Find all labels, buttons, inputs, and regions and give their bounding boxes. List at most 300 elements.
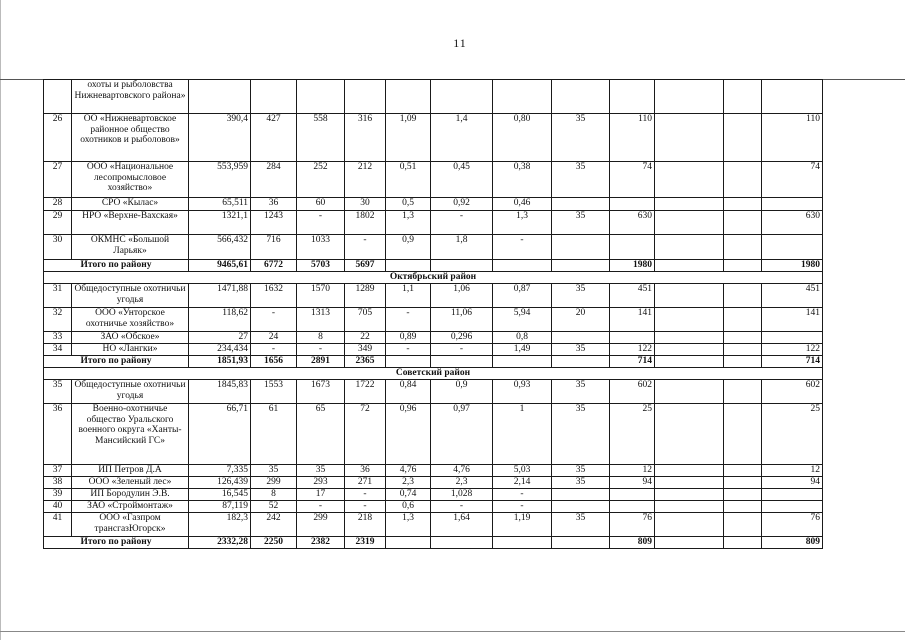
value-cell-10: 35 <box>552 465 610 477</box>
row-number: 40 <box>44 501 72 513</box>
table-row <box>44 235 823 260</box>
value-cell-6: 212 <box>345 162 386 198</box>
row-number: 31 <box>44 284 72 308</box>
game-animals-quota-table <box>43 79 823 549</box>
table-row <box>44 284 823 308</box>
user-name: ИП Бородулин Э.В. <box>72 489 189 501</box>
value-cell-11 <box>610 235 655 260</box>
row-number: 33 <box>44 332 72 344</box>
value-cell-10: 35 <box>552 513 610 537</box>
value-cell-5: 299 <box>297 513 345 537</box>
value-cell-12 <box>655 80 724 114</box>
value-cell-7 <box>386 260 431 272</box>
value-cell-4: 1553 <box>251 380 297 404</box>
total-label: Итого по району <box>44 260 189 272</box>
value-cell-4: 8 <box>251 489 297 501</box>
value-cell-4: 1632 <box>251 284 297 308</box>
bottom-rule <box>0 631 905 632</box>
user-name: ООО «Газпром трансгазЮгорск» <box>72 513 189 537</box>
row-number: 27 <box>44 162 72 198</box>
value-cell-9: 0,80 <box>493 114 552 162</box>
district-total-row <box>44 356 823 368</box>
value-cell-14: 12 <box>762 465 823 477</box>
value-cell-12 <box>655 356 724 368</box>
value-cell-12 <box>655 477 724 489</box>
value-cell-12 <box>655 114 724 162</box>
value-cell-9: 1,3 <box>493 211 552 235</box>
row-number: 37 <box>44 465 72 477</box>
value-cell-4: 1656 <box>251 356 297 368</box>
value-cell-12 <box>655 344 724 356</box>
user-name: ОО «Нижневартовское районное общество охотников и рыболовов» <box>72 114 189 162</box>
value-cell-8: 1,06 <box>431 284 493 308</box>
value-cell-3: 118,62 <box>189 308 251 332</box>
value-cell-3: 566,432 <box>189 235 251 260</box>
district-total-row <box>44 260 823 272</box>
value-cell-7: 0,51 <box>386 162 431 198</box>
value-cell-13 <box>724 114 762 162</box>
value-cell-6: - <box>345 235 386 260</box>
value-cell-8: 1,64 <box>431 513 493 537</box>
value-cell-5: 1673 <box>297 380 345 404</box>
user-name: ЗАО «Обское» <box>72 332 189 344</box>
user-name: ОКМНС «Большой Ларьяк» <box>72 235 189 260</box>
value-cell-10: 35 <box>552 404 610 465</box>
value-cell-14: 141 <box>762 308 823 332</box>
value-cell-9: 1,19 <box>493 513 552 537</box>
value-cell-5: 8 <box>297 332 345 344</box>
value-cell-13 <box>724 513 762 537</box>
value-cell-9: 0,38 <box>493 162 552 198</box>
value-cell-14: 714 <box>762 356 823 368</box>
value-cell-9: 1 <box>493 404 552 465</box>
value-cell-10 <box>552 501 610 513</box>
value-cell-3: 390,4 <box>189 114 251 162</box>
total-label: Итого по району <box>44 356 189 368</box>
value-cell-13 <box>724 308 762 332</box>
value-cell-4: 299 <box>251 477 297 489</box>
value-cell-8: - <box>431 501 493 513</box>
value-cell-3: 1845,83 <box>189 380 251 404</box>
value-cell-9: 0,93 <box>493 380 552 404</box>
value-cell-8: 1,4 <box>431 114 493 162</box>
value-cell-13 <box>724 465 762 477</box>
value-cell-7: 1,3 <box>386 211 431 235</box>
value-cell-14: 451 <box>762 284 823 308</box>
value-cell-3: 553,959 <box>189 162 251 198</box>
row-number: 28 <box>44 198 72 211</box>
value-cell-9: 2,14 <box>493 477 552 489</box>
value-cell-14: 630 <box>762 211 823 235</box>
table-row <box>44 162 823 198</box>
value-cell-11: 1980 <box>610 260 655 272</box>
user-name: ООО «Национальное лесопромысловое хозяйство» <box>72 162 189 198</box>
value-cell-9: 5,94 <box>493 308 552 332</box>
value-cell-14: 1980 <box>762 260 823 272</box>
value-cell-12 <box>655 489 724 501</box>
value-cell-14 <box>762 501 823 513</box>
value-cell-10 <box>552 537 610 549</box>
value-cell-4 <box>251 80 297 114</box>
value-cell-4: 61 <box>251 404 297 465</box>
value-cell-10: 35 <box>552 114 610 162</box>
value-cell-14: 74 <box>762 162 823 198</box>
value-cell-10 <box>552 489 610 501</box>
value-cell-8 <box>431 80 493 114</box>
value-cell-6: 316 <box>345 114 386 162</box>
value-cell-13 <box>724 356 762 368</box>
value-cell-5: 1033 <box>297 235 345 260</box>
value-cell-7: 0,96 <box>386 404 431 465</box>
value-cell-9: - <box>493 235 552 260</box>
value-cell-9 <box>493 260 552 272</box>
value-cell-8 <box>431 537 493 549</box>
value-cell-11 <box>610 80 655 114</box>
value-cell-5: 252 <box>297 162 345 198</box>
value-cell-3: 66,71 <box>189 404 251 465</box>
value-cell-12 <box>655 308 724 332</box>
value-cell-12 <box>655 332 724 344</box>
value-cell-12 <box>655 465 724 477</box>
value-cell-14 <box>762 489 823 501</box>
value-cell-3: 87,119 <box>189 501 251 513</box>
value-cell-6: 218 <box>345 513 386 537</box>
table-row <box>44 380 823 404</box>
value-cell-4: 284 <box>251 162 297 198</box>
value-cell-6 <box>345 80 386 114</box>
table-row <box>44 344 823 356</box>
value-cell-10 <box>552 332 610 344</box>
value-cell-5: 2891 <box>297 356 345 368</box>
user-name: НРО «Верхне-Вахская» <box>72 211 189 235</box>
value-cell-7: 0,89 <box>386 332 431 344</box>
value-cell-6: 271 <box>345 477 386 489</box>
table-row <box>44 513 823 537</box>
value-cell-12 <box>655 537 724 549</box>
value-cell-6: 72 <box>345 404 386 465</box>
value-cell-3: 9465,61 <box>189 260 251 272</box>
value-cell-13 <box>724 489 762 501</box>
value-cell-9: 0,8 <box>493 332 552 344</box>
value-cell-10 <box>552 356 610 368</box>
user-name: Общедоступные охотничьи угодья <box>72 380 189 404</box>
value-cell-8 <box>431 356 493 368</box>
value-cell-10 <box>552 80 610 114</box>
value-cell-7: 0,6 <box>386 501 431 513</box>
value-cell-7: 0,5 <box>386 198 431 211</box>
table-row <box>44 211 823 235</box>
value-cell-7: 0,9 <box>386 235 431 260</box>
row-number: 39 <box>44 489 72 501</box>
table-row <box>44 465 823 477</box>
district-total-row <box>44 537 823 549</box>
value-cell-14: 110 <box>762 114 823 162</box>
value-cell-6: - <box>345 489 386 501</box>
value-cell-5: 1570 <box>297 284 345 308</box>
value-cell-13 <box>724 284 762 308</box>
value-cell-11: 25 <box>610 404 655 465</box>
value-cell-5: 1313 <box>297 308 345 332</box>
value-cell-9: 0,87 <box>493 284 552 308</box>
table-row <box>44 489 823 501</box>
table-row <box>44 308 823 332</box>
value-cell-4: - <box>251 308 297 332</box>
user-name: охоты и рыболовства Нижневартовского района» <box>72 80 189 114</box>
value-cell-7: 4,76 <box>386 465 431 477</box>
value-cell-5: - <box>297 211 345 235</box>
value-cell-10: 20 <box>552 308 610 332</box>
value-cell-10: 35 <box>552 211 610 235</box>
value-cell-10: 35 <box>552 284 610 308</box>
row-number: 41 <box>44 513 72 537</box>
value-cell-3: 16,545 <box>189 489 251 501</box>
user-name: НО «Лангки» <box>72 344 189 356</box>
value-cell-13 <box>724 380 762 404</box>
value-cell-3: 7,335 <box>189 465 251 477</box>
value-cell-11 <box>610 198 655 211</box>
value-cell-10: 35 <box>552 162 610 198</box>
value-cell-7: 1,09 <box>386 114 431 162</box>
value-cell-11 <box>610 489 655 501</box>
value-cell-14 <box>762 80 823 114</box>
value-cell-14: 122 <box>762 344 823 356</box>
value-cell-14: 94 <box>762 477 823 489</box>
scan-edge-line <box>0 0 1 640</box>
value-cell-4: 35 <box>251 465 297 477</box>
value-cell-5: 60 <box>297 198 345 211</box>
value-cell-6: 5697 <box>345 260 386 272</box>
value-cell-8: - <box>431 344 493 356</box>
user-name: СРО «Кылас» <box>72 198 189 211</box>
value-cell-3 <box>189 80 251 114</box>
value-cell-11: 110 <box>610 114 655 162</box>
value-cell-11: 630 <box>610 211 655 235</box>
value-cell-12 <box>655 513 724 537</box>
value-cell-7: 2,3 <box>386 477 431 489</box>
value-cell-8: 0,9 <box>431 380 493 404</box>
district-header-row <box>44 272 823 284</box>
total-label: Итого по району <box>44 537 189 549</box>
value-cell-5: 293 <box>297 477 345 489</box>
value-cell-4: 52 <box>251 501 297 513</box>
value-cell-6: 705 <box>345 308 386 332</box>
row-number: 30 <box>44 235 72 260</box>
value-cell-8: 1,028 <box>431 489 493 501</box>
value-cell-5: 558 <box>297 114 345 162</box>
value-cell-5: 2382 <box>297 537 345 549</box>
value-cell-12 <box>655 198 724 211</box>
value-cell-5: - <box>297 344 345 356</box>
value-cell-12 <box>655 211 724 235</box>
value-cell-10 <box>552 235 610 260</box>
value-cell-6: 1722 <box>345 380 386 404</box>
value-cell-4: 1243 <box>251 211 297 235</box>
value-cell-5: 65 <box>297 404 345 465</box>
table-row <box>44 404 823 465</box>
row-number: 34 <box>44 344 72 356</box>
value-cell-12 <box>655 162 724 198</box>
value-cell-14 <box>762 332 823 344</box>
value-cell-11: 76 <box>610 513 655 537</box>
value-cell-11: 141 <box>610 308 655 332</box>
value-cell-13 <box>724 260 762 272</box>
value-cell-5: 35 <box>297 465 345 477</box>
value-cell-8: 0,92 <box>431 198 493 211</box>
table-row <box>44 198 823 211</box>
page-number: 11 <box>453 36 467 50</box>
value-cell-6: 22 <box>345 332 386 344</box>
value-cell-6: 1289 <box>345 284 386 308</box>
value-cell-12 <box>655 380 724 404</box>
value-cell-3: 126,439 <box>189 477 251 489</box>
value-cell-14: 809 <box>762 537 823 549</box>
value-cell-3: 65,511 <box>189 198 251 211</box>
value-cell-6: 2319 <box>345 537 386 549</box>
table-row <box>44 80 823 114</box>
value-cell-9: - <box>493 501 552 513</box>
value-cell-13 <box>724 477 762 489</box>
row-number: 29 <box>44 211 72 235</box>
value-cell-14 <box>762 198 823 211</box>
value-cell-8: - <box>431 211 493 235</box>
value-cell-14 <box>762 235 823 260</box>
value-cell-13 <box>724 162 762 198</box>
value-cell-9: 1,49 <box>493 344 552 356</box>
value-cell-6: 349 <box>345 344 386 356</box>
value-cell-7 <box>386 80 431 114</box>
value-cell-11: 12 <box>610 465 655 477</box>
value-cell-13 <box>724 344 762 356</box>
value-cell-11: 74 <box>610 162 655 198</box>
value-cell-3: 1851,93 <box>189 356 251 368</box>
value-cell-7: 1,1 <box>386 284 431 308</box>
value-cell-14: 602 <box>762 380 823 404</box>
value-cell-13 <box>724 235 762 260</box>
value-cell-5 <box>297 80 345 114</box>
value-cell-11: 714 <box>610 356 655 368</box>
value-cell-8: 0,45 <box>431 162 493 198</box>
row-number: 32 <box>44 308 72 332</box>
value-cell-3: 1321,1 <box>189 211 251 235</box>
user-name: Общедоступные охотничьи угодья <box>72 284 189 308</box>
value-cell-12 <box>655 284 724 308</box>
value-cell-3: 182,3 <box>189 513 251 537</box>
user-name: ООО «Унторское охотничье хозяйство» <box>72 308 189 332</box>
table-row <box>44 114 823 162</box>
value-cell-4: 24 <box>251 332 297 344</box>
value-cell-8: 11,06 <box>431 308 493 332</box>
value-cell-4: 2250 <box>251 537 297 549</box>
value-cell-11 <box>610 501 655 513</box>
value-cell-7 <box>386 356 431 368</box>
value-cell-5: 5703 <box>297 260 345 272</box>
value-cell-7: 0,84 <box>386 380 431 404</box>
value-cell-9: - <box>493 489 552 501</box>
value-cell-7 <box>386 537 431 549</box>
value-cell-7: - <box>386 308 431 332</box>
user-name: ООО «Зеленый лес» <box>72 477 189 489</box>
value-cell-5: 17 <box>297 489 345 501</box>
value-cell-11: 809 <box>610 537 655 549</box>
value-cell-5: - <box>297 501 345 513</box>
value-cell-6: 1802 <box>345 211 386 235</box>
value-cell-4: 6772 <box>251 260 297 272</box>
user-name: Военно-охотничье общество Уральского военного округа «Ханты-Мансийский ГС» <box>72 404 189 465</box>
value-cell-8: 0,97 <box>431 404 493 465</box>
value-cell-8 <box>431 260 493 272</box>
value-cell-13 <box>724 537 762 549</box>
district-header-row <box>44 368 823 380</box>
value-cell-6: 2365 <box>345 356 386 368</box>
value-cell-4: - <box>251 344 297 356</box>
value-cell-11 <box>610 332 655 344</box>
value-cell-7: - <box>386 344 431 356</box>
table-row <box>44 332 823 344</box>
row-number: 35 <box>44 380 72 404</box>
value-cell-10 <box>552 260 610 272</box>
district-name: Советский район <box>44 368 823 380</box>
value-cell-13 <box>724 404 762 465</box>
value-cell-6: - <box>345 501 386 513</box>
row-number: 38 <box>44 477 72 489</box>
value-cell-12 <box>655 501 724 513</box>
value-cell-13 <box>724 198 762 211</box>
value-cell-3: 2332,28 <box>189 537 251 549</box>
user-name: ИП Петров Д.А <box>72 465 189 477</box>
value-cell-11: 94 <box>610 477 655 489</box>
value-cell-4: 427 <box>251 114 297 162</box>
value-cell-9 <box>493 537 552 549</box>
row-number: 36 <box>44 404 72 465</box>
table-row <box>44 477 823 489</box>
value-cell-12 <box>655 235 724 260</box>
value-cell-3: 1471,88 <box>189 284 251 308</box>
value-cell-12 <box>655 260 724 272</box>
value-cell-8: 2,3 <box>431 477 493 489</box>
value-cell-8: 0,296 <box>431 332 493 344</box>
value-cell-12 <box>655 404 724 465</box>
value-cell-13 <box>724 332 762 344</box>
value-cell-11: 451 <box>610 284 655 308</box>
value-cell-7: 0,74 <box>386 489 431 501</box>
table-row <box>44 501 823 513</box>
value-cell-8: 4,76 <box>431 465 493 477</box>
value-cell-3: 27 <box>189 332 251 344</box>
district-name: Октябрьский район <box>44 272 823 284</box>
value-cell-4: 716 <box>251 235 297 260</box>
value-cell-14: 25 <box>762 404 823 465</box>
value-cell-10: 35 <box>552 344 610 356</box>
value-cell-10 <box>552 198 610 211</box>
user-name: ЗАО «Строймонтаж» <box>72 501 189 513</box>
value-cell-9: 0,46 <box>493 198 552 211</box>
value-cell-9: 5,03 <box>493 465 552 477</box>
row-number <box>44 80 72 114</box>
value-cell-11: 122 <box>610 344 655 356</box>
value-cell-4: 242 <box>251 513 297 537</box>
value-cell-13 <box>724 211 762 235</box>
value-cell-14: 76 <box>762 513 823 537</box>
value-cell-3: 234,434 <box>189 344 251 356</box>
value-cell-11: 602 <box>610 380 655 404</box>
value-cell-13 <box>724 80 762 114</box>
value-cell-4: 36 <box>251 198 297 211</box>
value-cell-9 <box>493 80 552 114</box>
value-cell-9 <box>493 356 552 368</box>
value-cell-13 <box>724 501 762 513</box>
value-cell-10: 35 <box>552 380 610 404</box>
row-number: 26 <box>44 114 72 162</box>
